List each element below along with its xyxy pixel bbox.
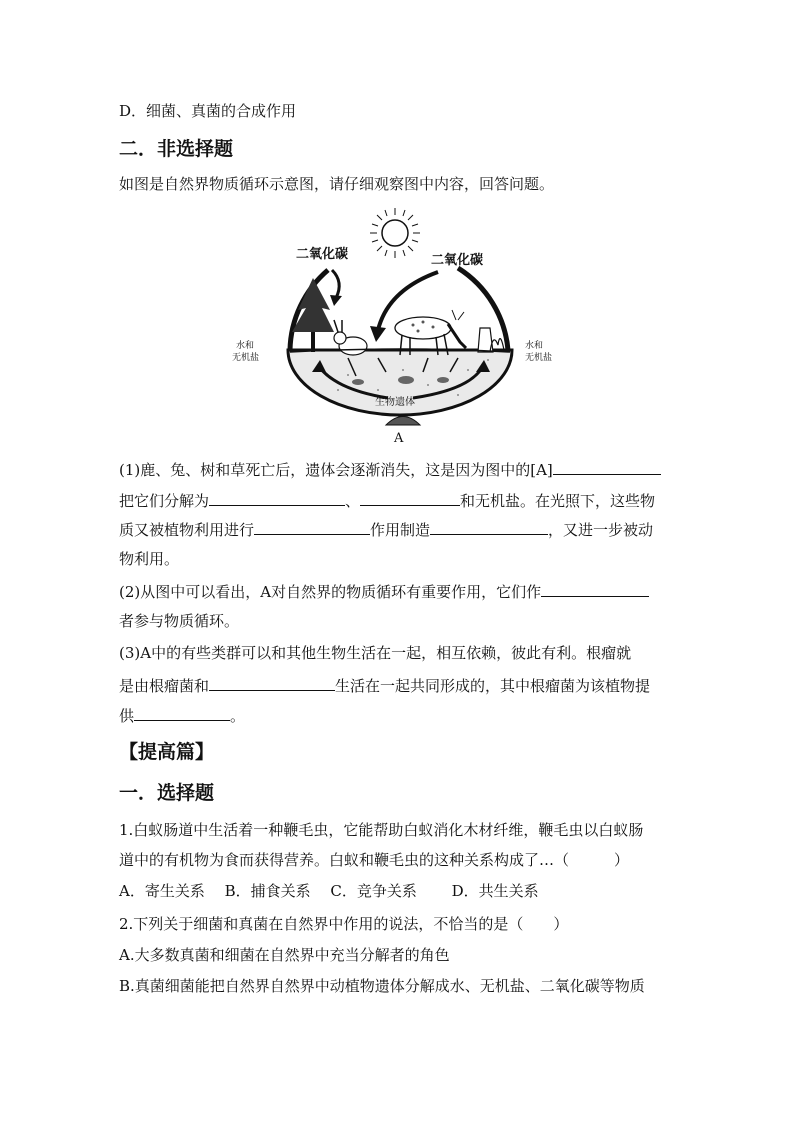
section-title-choice: 一．选择题 <box>119 782 215 804</box>
answer-blank-2[interactable] <box>209 490 345 506</box>
water-mineral-left-line1: 水和 <box>236 341 255 351</box>
question-2-line-1: (2)从图中可以看出，A对自然界的物质循环有重要作用，它们作 <box>119 581 649 602</box>
question-3-line-3: 供 。 <box>119 707 246 725</box>
water-mineral-left-line2: 无机盐 <box>232 353 260 363</box>
grass-stump-icon <box>478 328 504 352</box>
option-d: D．细菌、真菌的合成作用 <box>119 102 297 120</box>
answer-blank-4[interactable] <box>254 519 370 535</box>
question-1-line-1: (1)鹿、兔、树和草死亡后，遗体会逐渐消失，这是因为图中的[A] <box>119 459 661 480</box>
answer-blank-5[interactable] <box>430 519 548 535</box>
water-mineral-right-line1: 水和 <box>525 341 544 351</box>
section-title-nonchoice: 二．非选择题 <box>119 138 234 160</box>
answer-blank-1[interactable] <box>553 459 661 475</box>
decomposer-pile <box>386 417 420 426</box>
answer-blank-3[interactable] <box>360 490 460 506</box>
answer-blank-6[interactable] <box>541 581 649 597</box>
mc-question-1-options: A．寄生关系 B．捕食关系 C．竞争关系 D．共生关系 <box>119 882 539 900</box>
question-1-line-4: 物利用。 <box>119 550 180 568</box>
question-1-line-3: 质又被植物利用进行 作用制造 ，又进一步被动 <box>119 521 654 539</box>
advanced-section-title: 【提高篇】 <box>119 741 215 763</box>
question-intro: 如图是自然界物质循环示意图，请仔细观察图中内容，回答问题。 <box>119 175 555 193</box>
mc-question-2: 2.下列关于细菌和真菌在自然界中作用的说法，不恰当的是（ ） <box>119 915 569 933</box>
label-a: A <box>394 431 404 445</box>
answer-blank-8[interactable] <box>134 705 230 721</box>
mc-question-1-line-2: 道中的有机物为食而获得营养。白蚁和鞭毛虫的这种关系构成了…（ ） <box>119 851 630 869</box>
arrow-co2-tree <box>332 270 339 298</box>
co2-label-right: 二氧化碳 <box>431 253 484 268</box>
question-3-line-1: (3)A中的有些类群可以和其他生物生活在一起，相互依赖，彼此有利。根瘤就 <box>119 644 632 662</box>
question-3-line-2: 是由根瘤菌和 生活在一起共同形成的，其中根瘤菌为该植物提 <box>119 677 651 695</box>
water-mineral-right-line2: 无机盐 <box>525 353 553 363</box>
mc-question-1-line-1: 1.白蚁肠道中生活着一种鞭毛虫，它能帮助白蚁消化木材纤维，鞭毛虫以白蚁肠 <box>119 821 644 839</box>
sun-icon <box>370 208 420 258</box>
mc-question-2-option-a: A.大多数真菌和细菌在自然界中充当分解者的角色 <box>119 946 450 964</box>
answer-blank-7[interactable] <box>209 675 335 691</box>
question-1-line-2: 把它们分解为 、 和无机盐。在光照下，这些物 <box>119 492 656 510</box>
mc-question-2-option-b: B.真菌细菌能把自然界自然界中动植物遗体分解成水、无机盐、二氧化碳等物质 <box>119 977 645 995</box>
material-cycle-diagram <box>228 200 568 445</box>
deer-icon <box>395 310 466 355</box>
co2-label-left: 二氧化碳 <box>296 247 349 262</box>
question-2-line-2: 者参与物质循环。 <box>119 612 240 630</box>
remains-label: 生物遗体 <box>375 397 415 408</box>
